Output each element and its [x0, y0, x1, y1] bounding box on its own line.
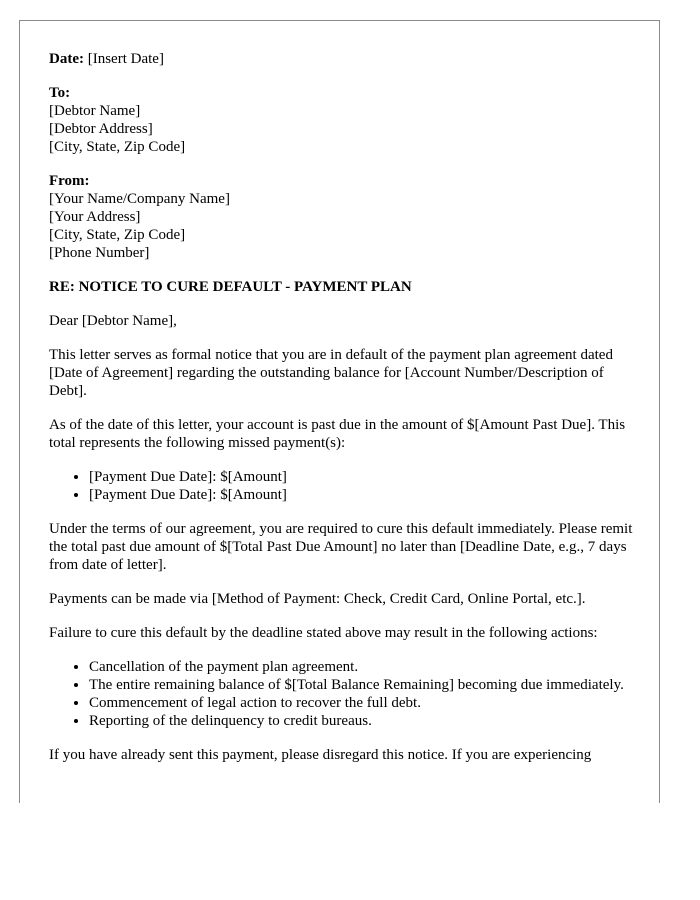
sender-address: [Your Address] — [49, 209, 141, 225]
recipient-city-state-zip: [City, State, Zip Code] — [49, 139, 186, 155]
paragraph-failure-consequences: Failure to cure this default by the deadline stated above may result in the following actions: — [49, 625, 598, 641]
date-line — [49, 50, 639, 68]
sender-block — [49, 172, 639, 262]
salutation: Dear [Debtor Name], — [49, 313, 177, 329]
list-item: • [Payment Due Date]: $[Amount] — [89, 486, 639, 504]
list-item: • The entire remaining balance of $[Total Balance Remaining] becoming due immediately. — [89, 676, 639, 694]
recipient-name: [Debtor Name] — [49, 103, 141, 119]
from-label: From: — [49, 173, 90, 189]
recipient-block — [49, 84, 639, 156]
letter-body — [49, 50, 639, 780]
list-item: • [Payment Due Date]: $[Amount] — [89, 468, 639, 486]
list-item: • Commencement of legal action to recover the full debt. — [89, 694, 639, 712]
subject-line: RE: NOTICE TO CURE DEFAULT - PAYMENT PLAN — [49, 279, 412, 295]
list-item: • Reporting of the delinquency to credit bureaus. — [89, 712, 639, 730]
list-item: • Cancellation of the payment plan agreement. — [89, 658, 639, 676]
paragraph-disregard: If you have already sent this payment, please disregard this notice. If you are experiencing — [49, 747, 592, 763]
paragraph-payment-method: Payments can be made via [Method of Payment: Check, Credit Card, Online Portal, etc.]. — [49, 591, 586, 607]
paragraph-past-due: As of the date of this letter, your account is past due in the amount of $[Amount Past Due]. This total represents the following missed payment(s): — [49, 417, 626, 451]
recipient-address: [Debtor Address] — [49, 121, 153, 137]
missed-payments-list — [49, 468, 639, 504]
paragraph-cure-terms: Under the terms of our agreement, you are required to cure this default immediately. Please remit the total past due amount of $[Total Past Due Amount] no later than [Deadline Date, e.g., 7 days from date of letter]. — [49, 521, 633, 573]
sender-name: [Your Name/Company Name] — [49, 191, 230, 207]
date-label: Date: — [49, 51, 84, 67]
to-label: To: — [49, 85, 71, 101]
paragraph-default-notice: This letter serves as formal notice that you are in default of the payment plan agreement dated [Date of Agreement] regarding the outstanding balance for [Account Number/Description of Debt]. — [49, 347, 613, 399]
letter-page — [19, 20, 660, 803]
sender-phone: [Phone Number] — [49, 245, 150, 261]
sender-city-state-zip: [City, State, Zip Code] — [49, 227, 186, 243]
consequences-list — [49, 658, 639, 730]
date-value: [Insert Date] — [87, 51, 164, 67]
